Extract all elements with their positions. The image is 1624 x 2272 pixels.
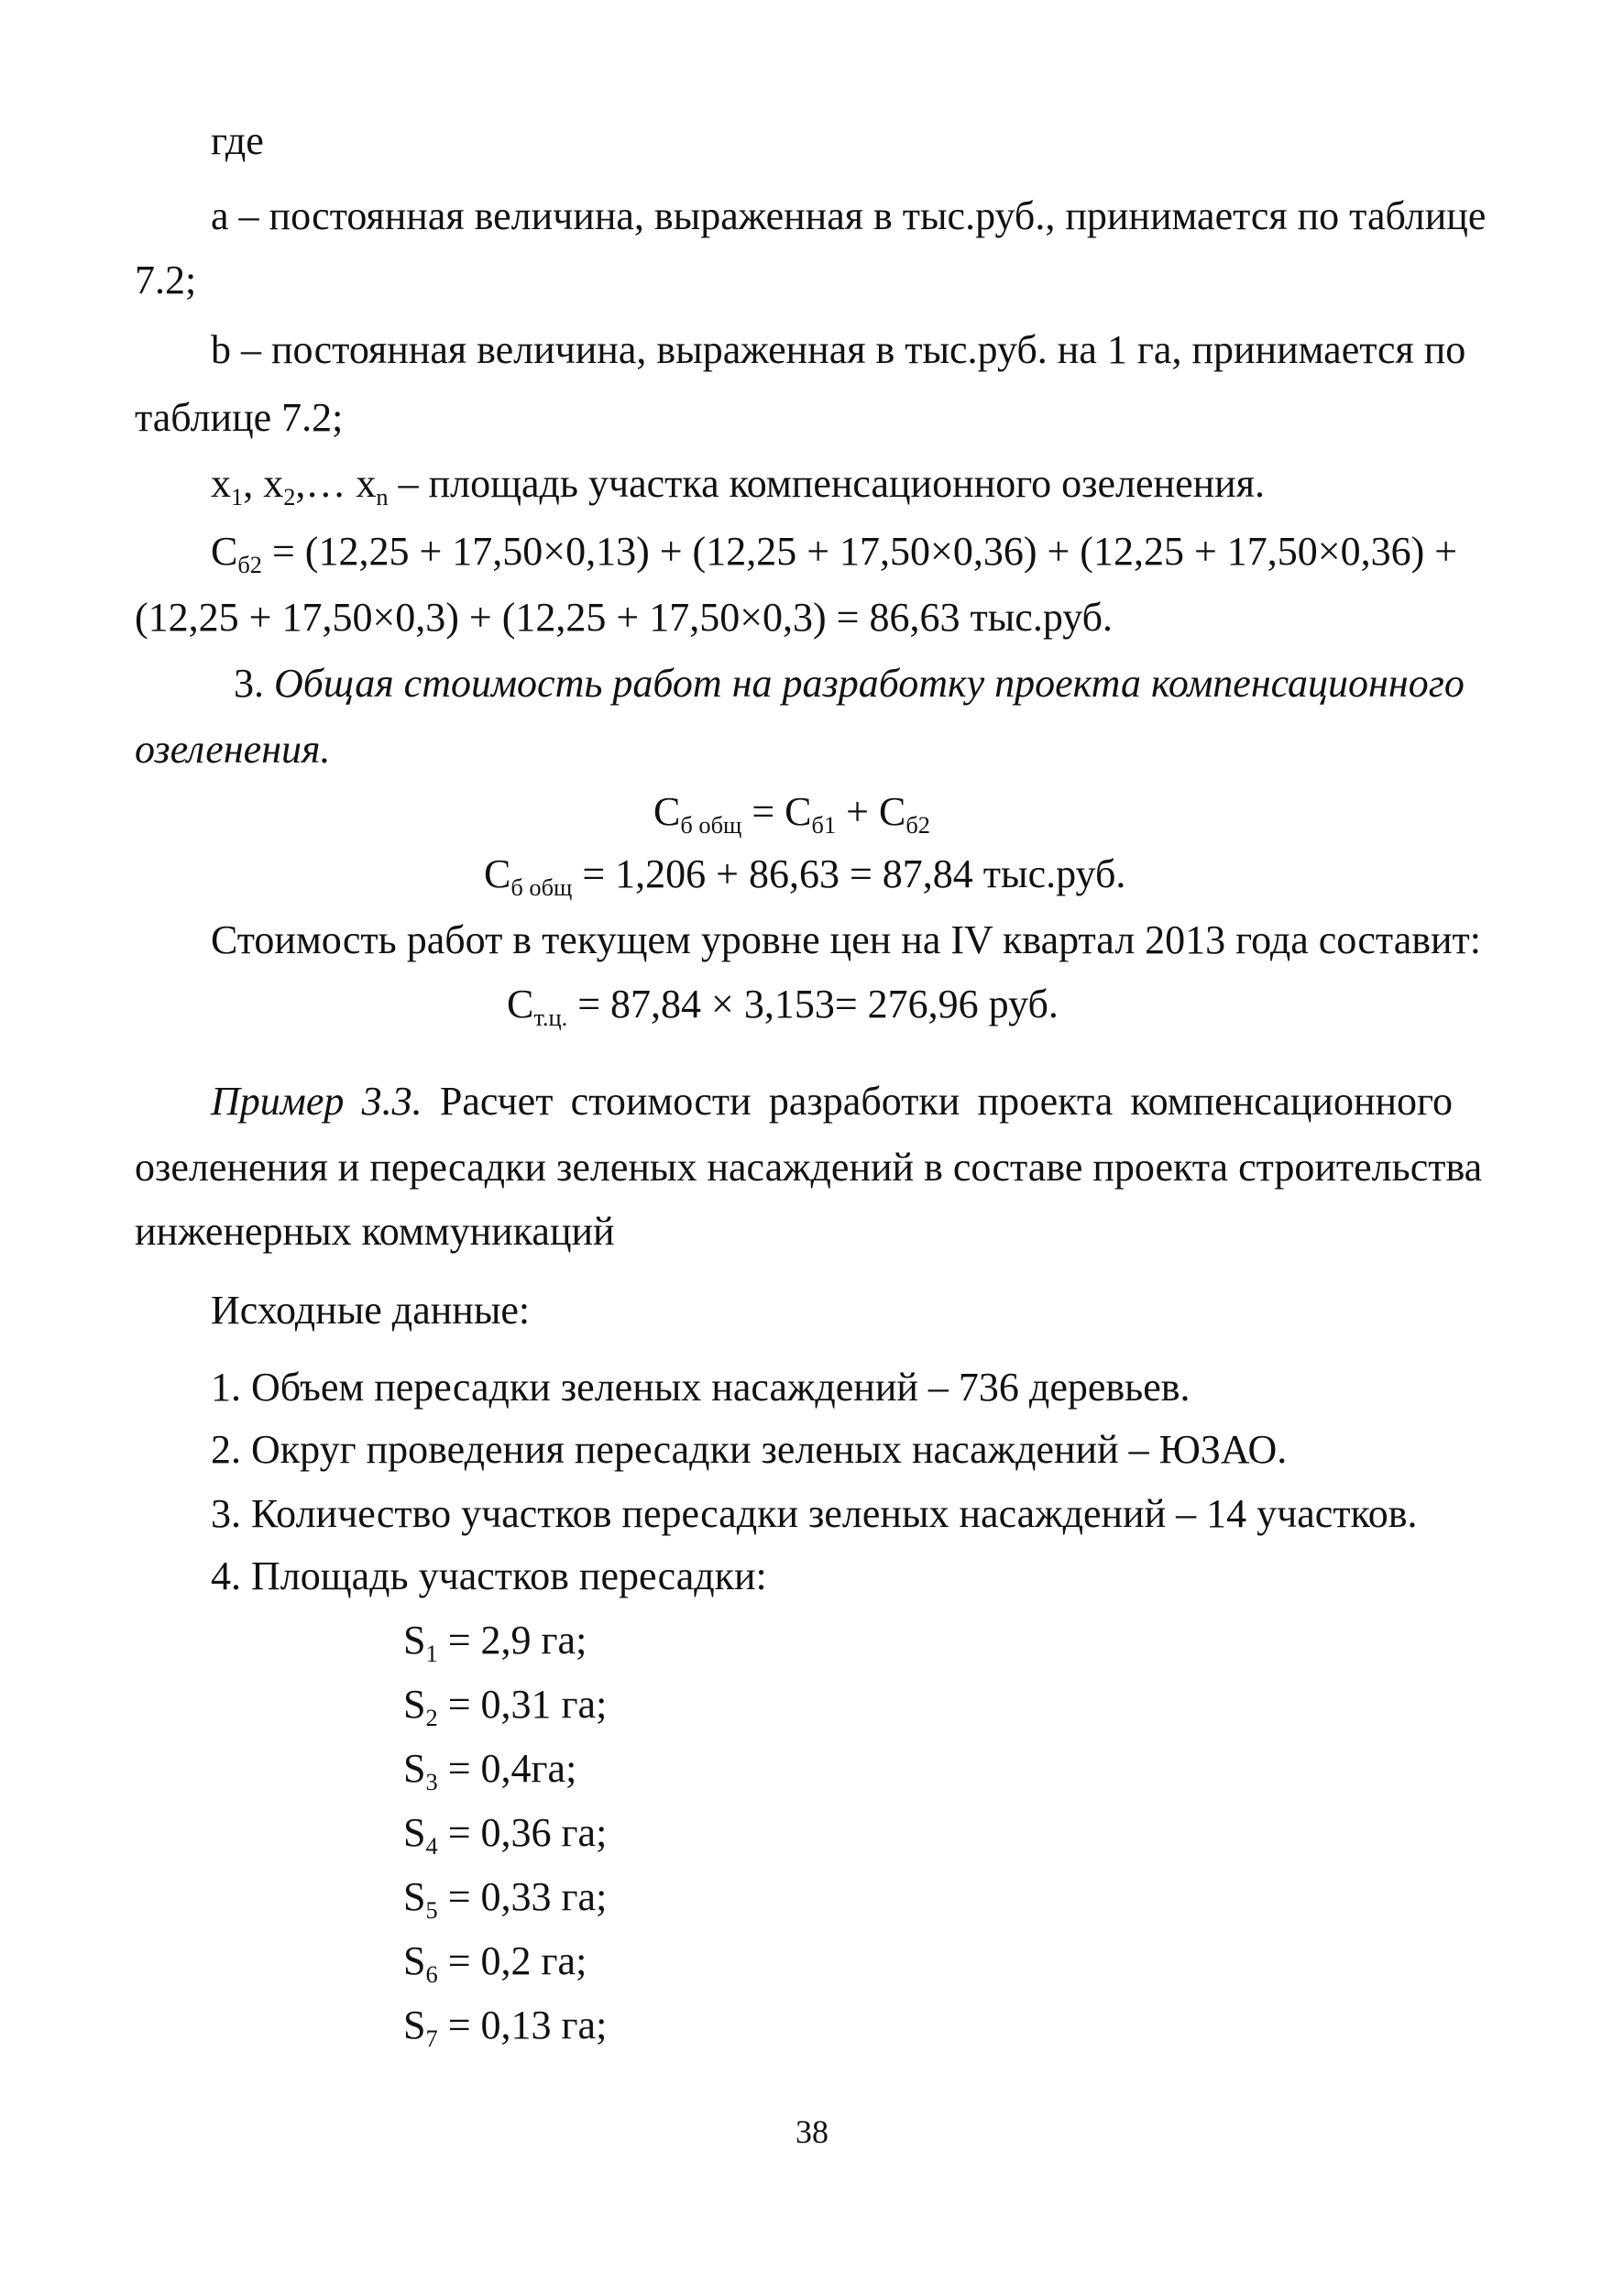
source-data-title: Исходные данные: — [211, 1288, 531, 1333]
area-s3: $S_3 = 0,4га$; — [403, 1746, 577, 1796]
item3-line1: 3. Общая стоимость работ на разработку проекта компенсационного — [234, 661, 1465, 706]
formula-cb2-line2: (12,25 + 17,50×0,3) + (12,25 + 17,50×0,3) = 86,63 тыс.руб. — [135, 595, 1114, 640]
source-item-4: 4. Площадь участков пересадки: — [211, 1553, 767, 1598]
item3-line2: озеленения. — [135, 727, 331, 772]
source-item-2: 2. Округ проведения пересадки зеленых насаждений – ЮЗАО. — [211, 1427, 1288, 1472]
formula-current-price: $С_{т.ц.} = 87,84 \times 3,153= 276,96$ руб. — [507, 982, 1059, 1032]
source-item-3: 3. Количество участков пересадки зеленых насаждений – 14 участков. — [211, 1491, 1418, 1536]
example-line1: Пример 3.3. Расчет стоимости разработки проекта компенсационного — [211, 1079, 1453, 1124]
area-s7: $S_7 = 0,13$ га; — [403, 2003, 608, 2053]
definition-x: $x_1$, $x_2,\dots$ $x_n$ – площадь участка компенсационного озеленения. — [211, 461, 1265, 511]
formula-total-value: $С_{б общ} = 1,206 + 86,63 = 87,84$ тыс.руб. — [484, 851, 1126, 902]
area-s6: $S_6 = 0,2$ га; — [403, 1938, 587, 1989]
formula-total: $С_{б общ} = С_{б1} + С_{б2}$ — [653, 789, 930, 840]
definition-a-line2: 7.2; — [135, 258, 197, 302]
cost-current-sentence: Стоимость работ в текущем уровне цен на IV квартал 2013 года составит: — [211, 917, 1481, 962]
example-line2: озеленения и пересадки зеленых насаждений в составе проекта строительства — [135, 1145, 1483, 1190]
area-s4: $S_4 = 0,36$ га; — [403, 1810, 608, 1860]
source-item-1: 1. Объем пересадки зеленых насаждений – 736 деревьев. — [211, 1365, 1191, 1410]
formula-cb2-line1: $С_{б2} = (12,25 + 17,50\times 0,13) + (12,25 + 17,50\times 0,36) + (12,25 + 17,50\times 0,36)$ + — [211, 529, 1458, 579]
example-line3: инженерных коммуникаций — [135, 1209, 615, 1254]
where-word: где — [211, 118, 264, 163]
area-s2: $S_2 = 0,31$ га; — [403, 1682, 608, 1732]
definition-b-line2: таблице 7.2; — [135, 395, 344, 440]
page-number: 38 — [796, 2113, 828, 2150]
area-s5: $S_5 = 0,33$ га; — [403, 1874, 608, 1925]
definition-b-line1: b – постоянная величина, выраженная в тыс.руб. на 1 га, принимается по — [211, 327, 1466, 372]
area-s1: $S_1 = 2,9$ га; — [403, 1618, 587, 1668]
definition-a-line1: а – постоянная величина, выраженная в тыс.руб., принимается по таблице — [211, 193, 1487, 238]
